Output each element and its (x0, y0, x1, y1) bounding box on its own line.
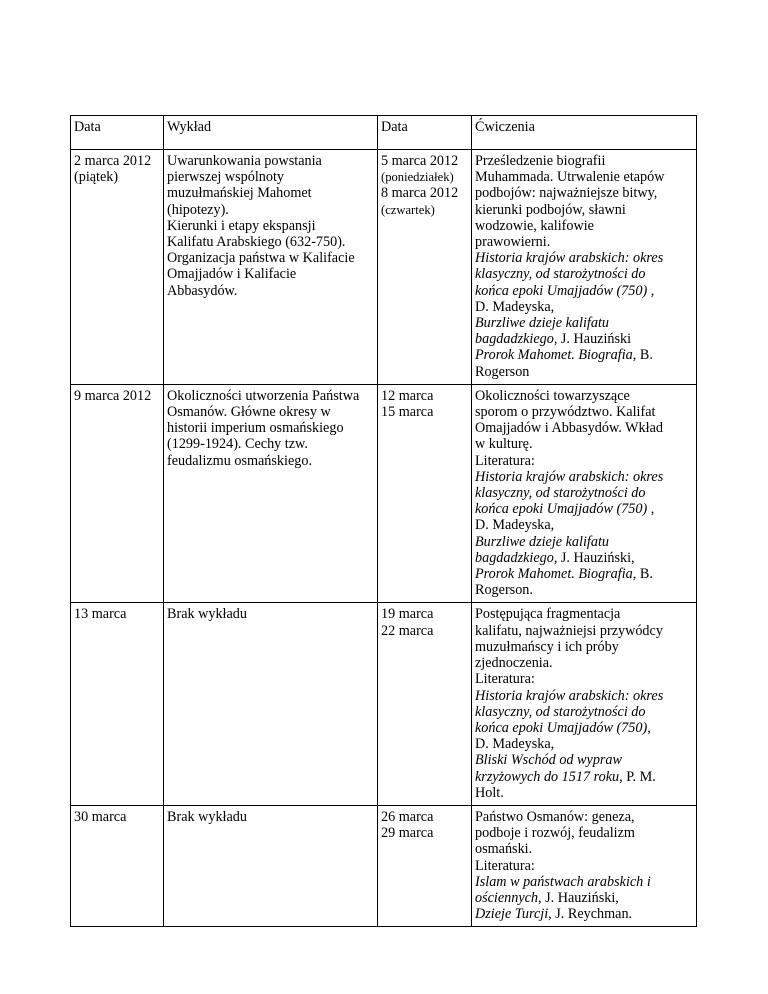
schedule-table (70, 115, 697, 927)
lecture-topic-cell (164, 150, 378, 385)
text-line: 15 marca (381, 404, 434, 421)
text-line: 19 marca (381, 606, 434, 623)
text-line: Rogerson (475, 363, 530, 380)
text-line: bagdadzkiego (475, 549, 554, 566)
text-line: sporom o przywództwo. Kalifat (475, 404, 656, 421)
text-line: , J. Hauziński, (553, 549, 635, 566)
text-line: klasyczny, od starożytności do (475, 266, 646, 283)
text-line: końca epoki Umajjadów (750) (475, 282, 648, 299)
header-row (71, 116, 697, 150)
text-line: (1299-1924). Cechy tzw. (167, 436, 308, 453)
text-line: , J. Hauziński, (538, 889, 619, 906)
text-line: bagdadzkiego (475, 331, 554, 348)
header-lecture: Wykład (164, 116, 378, 150)
text-line (475, 501, 693, 517)
header-date: Data (71, 116, 164, 150)
text-line: ościennych (475, 889, 539, 906)
text-line: 8 marca 2012 (381, 185, 459, 202)
text-line: kierunki podbojów, sławni (475, 201, 626, 218)
lecture-topic-cell (164, 603, 378, 805)
lecture-date-cell (71, 805, 164, 926)
text-line (475, 566, 693, 582)
text-line: klasyczny, od starożytności do (475, 485, 646, 502)
text-line: 30 marca (74, 808, 127, 825)
text-line: , J. Reychman. (548, 906, 633, 923)
text-line: 22 marca (381, 622, 434, 639)
text-line: końca epoki Umajjadów (750) (475, 719, 648, 736)
text-line: Brak wykładu (167, 808, 247, 825)
lecture-topic-cell (164, 384, 378, 603)
text-line: osmański. (475, 841, 533, 858)
text-line: Holt. (475, 784, 504, 801)
exercise-date-cell (378, 805, 472, 926)
text-line: Kierunki i etapy ekspansji (167, 217, 316, 234)
text-line: Prześledzenie biografii (475, 153, 606, 169)
literature-title: Bliski Wschód od wypraw (475, 752, 622, 769)
text-line (475, 906, 693, 922)
table-row (71, 805, 697, 926)
text-line (475, 347, 693, 363)
text-line: Rogerson. (475, 582, 533, 599)
table-row (71, 384, 697, 603)
text-line: 9 marca 2012 (74, 387, 152, 404)
exercise-date-cell (378, 150, 472, 385)
text-line: podboje i rozwój, feudalizm (475, 825, 635, 842)
text-line: 26 marca (381, 808, 434, 825)
text-line: prawowierni. (475, 234, 551, 251)
text-line: , (647, 501, 655, 518)
text-line: 2 marca 2012 (74, 153, 152, 169)
table-row (71, 603, 697, 805)
text-line: krzyżowych do 1517 roku, (475, 768, 623, 785)
literature-title: Islam w państwach arabskich i (475, 873, 651, 890)
text-line: podbojów: najważniejsze bitwy, (475, 185, 658, 202)
text-line: 13 marca (74, 606, 127, 623)
text-line (475, 283, 693, 299)
text-line: (piątek) (74, 169, 119, 186)
exercise-topic-cell (472, 384, 697, 603)
text-line: kalifatu, najważniejsi przywódcy (475, 622, 663, 639)
text-line: Literatura: (475, 452, 535, 469)
text-line: Omajjadów i Abbasydów. Wkład (475, 420, 663, 437)
literature-title: Historia krajów arabskich: okres (475, 468, 664, 485)
literature-title: Prorok Mahomet. Biografia (475, 347, 633, 364)
lecture-date-cell (71, 603, 164, 805)
text-line (475, 890, 693, 906)
exercise-topic-cell (472, 805, 697, 926)
text-line: , J. Hauziński (553, 331, 632, 348)
text-line: muzułmańscy i ich próby (475, 638, 619, 655)
text-line: D. Madeyska, (475, 736, 555, 753)
literature-title: Dzieje Turcji (475, 906, 549, 923)
text-line: historii imperium osmańskiego (167, 420, 344, 437)
exercise-topic-cell (472, 603, 697, 805)
text-line: pierwszej wspólnoty (167, 169, 285, 186)
text-line (475, 720, 693, 736)
literature-title: Historia krajów arabskich: okres (475, 250, 664, 267)
header-exercise: Ćwiczenia (472, 116, 697, 150)
table-row (71, 150, 697, 385)
text-line: Literatura: (475, 671, 535, 688)
text-line: P. M. (622, 768, 656, 785)
text-line (475, 331, 693, 347)
literature-title: Historia krajów arabskich: okres (475, 687, 664, 704)
literature-title: Burzliwe dzieje kalifatu (475, 315, 609, 332)
text-line (475, 550, 693, 566)
lecture-date-cell (71, 150, 164, 385)
text-line: Okoliczności utworzenia Państwa (167, 387, 360, 404)
document-page (70, 115, 696, 927)
exercise-topic-cell (472, 150, 697, 385)
header-date-exercise: Data (378, 116, 472, 150)
text-line: wodzowie, kalifowie (475, 217, 594, 234)
text-line: Osmanów. Główne okresy w (167, 404, 331, 421)
text-line: zjednoczenia. (475, 655, 553, 672)
exercise-date-cell (378, 603, 472, 805)
text-line: Postępująca fragmentacja (475, 606, 621, 623)
text-line: (czwartek) (381, 202, 435, 217)
text-line: Kalifatu Arabskiego (632-750). (167, 234, 346, 251)
text-line: , (647, 719, 651, 736)
text-line: Okoliczności towarzyszące (475, 387, 630, 404)
lecture-topic-cell (164, 805, 378, 926)
text-line: Brak wykładu (167, 606, 247, 623)
text-line: Omajjadów i Kalifacie (167, 266, 297, 283)
text-line: klasyczny, od starożytności do (475, 703, 646, 720)
exercise-date-cell (378, 384, 472, 603)
literature-title: Prorok Mahomet. Biografia (475, 566, 633, 583)
text-line: Uwarunkowania powstania (167, 153, 322, 169)
text-line: D. Madeyska, (475, 298, 555, 315)
text-line: Państwo Osmanów: geneza, (475, 808, 635, 825)
text-line: Organizacja państwa w Kalifacie (167, 250, 355, 267)
text-line: (hipotezy). (167, 201, 229, 218)
text-line: końca epoki Umajjadów (750) (475, 501, 648, 518)
text-line: Muhammada. Utrwalenie etapów (475, 169, 665, 186)
literature-title: Burzliwe dzieje kalifatu (475, 533, 609, 550)
text-line: Literatura: (475, 857, 535, 874)
text-line: , B. (632, 566, 653, 583)
text-line: , B. (632, 347, 653, 364)
text-line: muzułmańskiej Mahomet (167, 185, 312, 202)
text-line: w kulturę. (475, 436, 533, 453)
text-line: 5 marca 2012 (381, 153, 459, 169)
text-line: D. Madeyska, (475, 517, 555, 534)
text-line: feudalizmu osmańskiego. (167, 452, 312, 469)
text-line: Abbasydów. (167, 282, 238, 299)
text-line: 29 marca (381, 825, 434, 842)
text-line: 12 marca (381, 387, 434, 404)
text-line: , (647, 282, 655, 299)
text-line (475, 769, 693, 785)
text-line: (poniedziałek) (381, 170, 454, 185)
lecture-date-cell (71, 384, 164, 603)
